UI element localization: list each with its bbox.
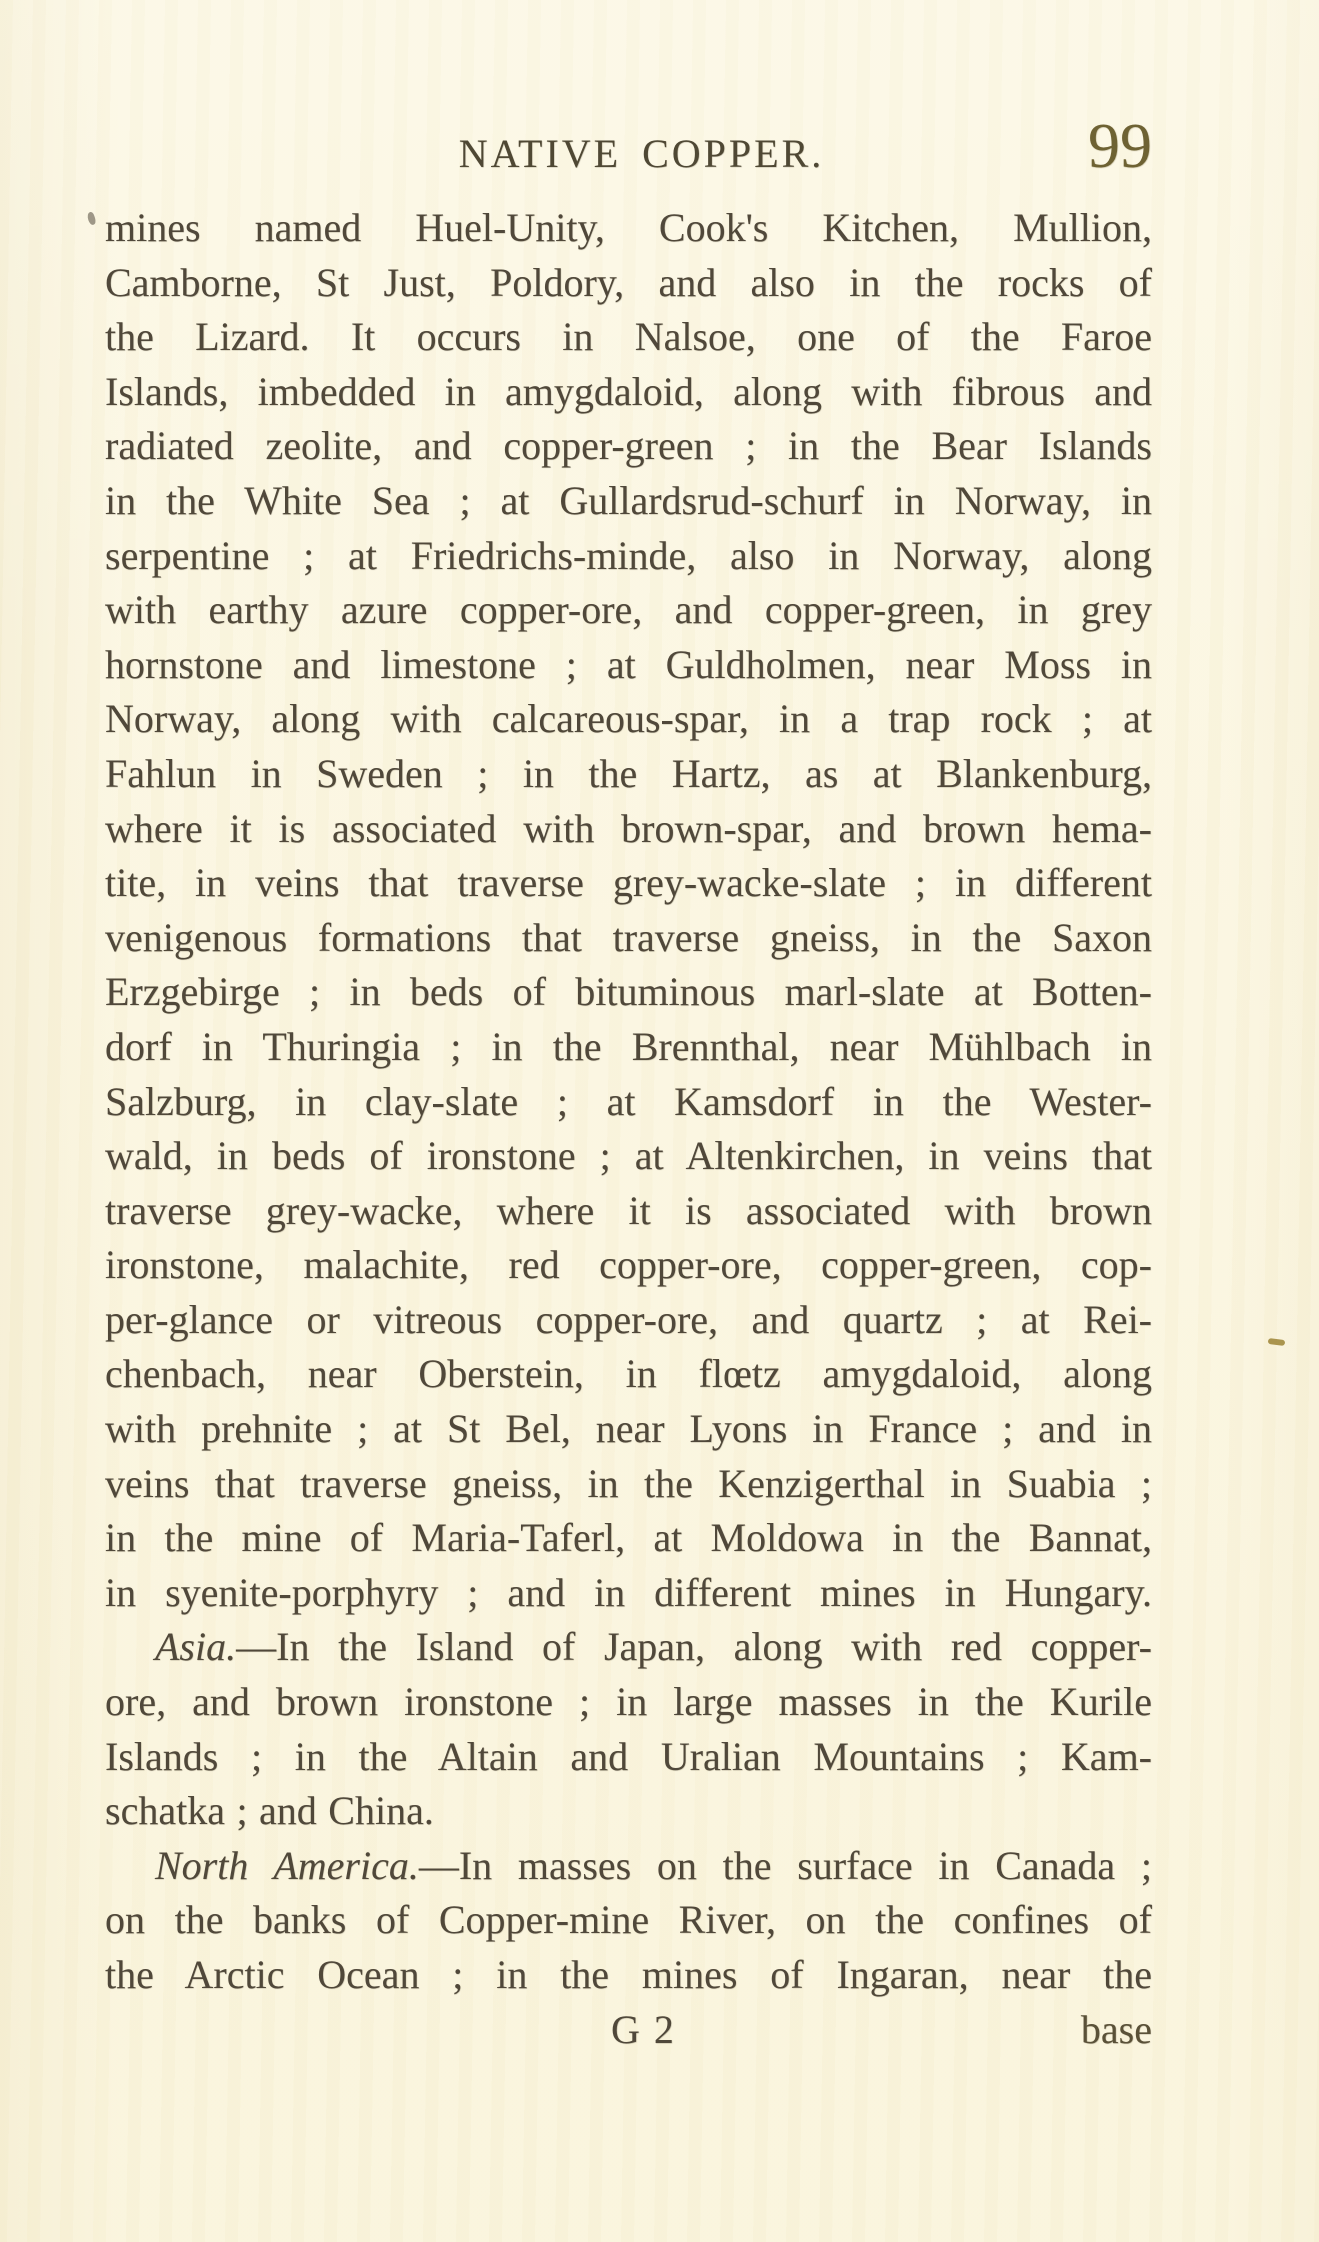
- text-segment: the Arctic Ocean ; in the mines of Ingaran, near the: [105, 1952, 1152, 1997]
- text-line: [105, 856, 1152, 911]
- text-line: [105, 802, 1152, 857]
- text-segment: in syenite-porphyry ; and in different mines in Hungary.: [105, 1569, 1152, 1615]
- text-line: [105, 529, 1152, 584]
- text-segment: dorf in Thuringia ; in the Brennthal, near Mühlbach in: [105, 1023, 1152, 1069]
- text-segment: mines named Huel-Unity, Cook's Kitchen, Mullion,: [105, 205, 1152, 250]
- text-line: [105, 365, 1152, 420]
- text-line: [105, 201, 1152, 256]
- text-line: [105, 692, 1152, 747]
- text-segment: Islands ; in the Altain and Uralian Mountains ; Kam-: [105, 1733, 1152, 1779]
- text-segment: with prehnite ; at St Bel, near Lyons in France ; and in: [105, 1406, 1152, 1452]
- text-line: [105, 583, 1152, 638]
- page-footer: [105, 2003, 1152, 2059]
- text-segment: schatka ; and China.: [105, 1788, 434, 1834]
- text-segment: in the mine of Maria-Taferl, at Moldowa in the Bannat,: [105, 1515, 1152, 1561]
- text-segment: venigenous formations that traverse gneiss, in the Saxon: [105, 914, 1152, 960]
- text-line: [105, 1020, 1152, 1075]
- text-line: [105, 1784, 1152, 1839]
- text-segment: Erzgebirge ; in beds of bituminous marl-slate at Botten-: [105, 969, 1152, 1015]
- text-line: [105, 1457, 1152, 1512]
- text-segment: Islands, imbedded in amygdaloid, along with fibrous and: [105, 368, 1152, 414]
- text-segment: —In masses on the surface in Canada ;: [418, 1842, 1152, 1888]
- text-segment: —In the Island of Japan, along with red copper-: [236, 1624, 1152, 1670]
- text-line: [105, 1948, 1152, 2003]
- text-line: [105, 911, 1152, 966]
- text-segment: ore, and brown ironstone ; in large masses in the Kurile: [105, 1679, 1152, 1725]
- text-line: [105, 1347, 1152, 1402]
- text-line: [105, 1075, 1152, 1130]
- text-segment: tite, in veins that traverse grey-wacke-slate ; in different: [105, 860, 1152, 906]
- text-line: [105, 474, 1152, 529]
- text-segment: in the White Sea ; at Gullardsrud-schurf in Norway, in: [105, 477, 1152, 523]
- text-line: [105, 638, 1152, 693]
- italic-text: North America.: [155, 1842, 419, 1888]
- text-line: [105, 1511, 1152, 1566]
- page-header: [105, 0, 1152, 200]
- ink-smudge-mark: [86, 211, 97, 226]
- text-segment: with earthy azure copper-ore, and copper-green, in grey: [105, 587, 1152, 633]
- text-line: [105, 965, 1152, 1020]
- text-segment: traverse grey-wacke, where it is associated with brown: [105, 1187, 1152, 1233]
- text-line: [105, 310, 1152, 365]
- text-line: [105, 1893, 1152, 1948]
- text-segment: where it is associated with brown-spar, and brown hema-: [105, 805, 1152, 851]
- text-segment: on the banks of Copper-mine River, on the confines of: [105, 1897, 1152, 1943]
- text-line: [105, 1293, 1152, 1348]
- text-segment: Norway, along with calcareous-spar, in a trap rock ; at: [105, 696, 1152, 742]
- text-segment: serpentine ; at Friedrichs-minde, also in Norway, along: [105, 532, 1152, 578]
- catchword: base: [1080, 2007, 1152, 2052]
- text-line: [105, 1402, 1152, 1457]
- text-segment: Salzburg, in clay-slate ; at Kamsdorf in the Wester-: [105, 1078, 1152, 1124]
- text-segment: Fahlun in Sweden ; in the Hartz, as at Blankenburg,: [105, 750, 1152, 796]
- ink-speck: [1268, 1338, 1286, 1346]
- signature-mark: G 2: [611, 2007, 676, 2052]
- text-segment: Camborne, St Just, Poldory, and also in the rocks of: [105, 259, 1152, 305]
- text-segment: hornstone and limestone ; at Guldholmen, near Moss in: [105, 641, 1152, 687]
- text-line: [105, 1566, 1152, 1621]
- text-segment: wald, in beds of ironstone ; at Altenkirchen, in veins that: [105, 1133, 1152, 1179]
- text-line: [105, 1839, 1152, 1894]
- text-line: [105, 1620, 1152, 1675]
- text-line: [105, 1675, 1152, 1730]
- italic-text: Asia.: [155, 1624, 237, 1670]
- text-segment: veins that traverse gneiss, in the Kenzigerthal in Suabia ;: [105, 1460, 1152, 1506]
- text-segment: radiated zeolite, and copper-green ; in the Bear Islands: [105, 423, 1152, 469]
- text-line: [105, 1238, 1152, 1293]
- text-line: [105, 1730, 1152, 1785]
- text-line: [105, 1184, 1152, 1239]
- text-segment: the Lizard. It occurs in Nalsoe, one of the Faroe: [105, 314, 1152, 360]
- text-segment: per-glance or vitreous copper-ore, and quartz ; at Rei-: [105, 1296, 1152, 1342]
- page-number: 99: [1088, 110, 1152, 181]
- text-line: [105, 747, 1152, 802]
- text-line: [105, 256, 1152, 311]
- text-segment: chenbach, near Oberstein, in flœtz amygdaloid, along: [105, 1351, 1152, 1397]
- running-title: NATIVE COPPER.: [458, 131, 825, 176]
- text-segment: ironstone, malachite, red copper-ore, copper-green, cop-: [105, 1242, 1152, 1288]
- body-text: [105, 201, 1152, 2003]
- text-line: [105, 419, 1152, 474]
- text-line: [105, 1129, 1152, 1184]
